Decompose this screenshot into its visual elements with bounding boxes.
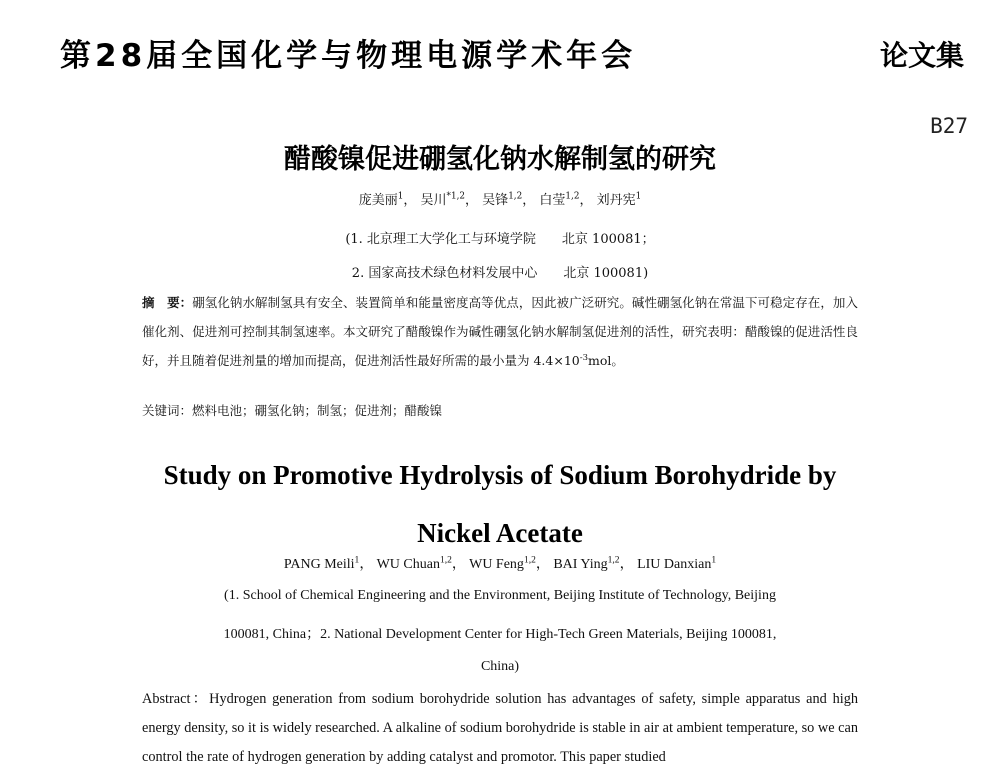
paper-code: B27 bbox=[930, 114, 968, 138]
author-affil-sup: 1 bbox=[354, 555, 360, 566]
conference-header: 第28届全国化学与物理电源学术年会 bbox=[60, 38, 637, 74]
affiliation-location: 北京 100081) bbox=[563, 266, 649, 281]
english-affiliation-line-1: (1. School of Chemical Engineering and the Environment, Beijing Institute of Technology, Beijing bbox=[224, 588, 776, 603]
author-separator: ， bbox=[579, 193, 593, 208]
author-affil-sup: 1 bbox=[635, 191, 642, 202]
author-name: 刘丹宪 bbox=[596, 193, 636, 208]
chinese-abstract bbox=[142, 288, 858, 375]
author-affil-sup: *1,2 bbox=[446, 191, 466, 202]
author-separator: ， bbox=[403, 193, 417, 208]
author-affil-sup: 1 bbox=[711, 555, 717, 566]
author-name: BAI Ying bbox=[553, 557, 608, 572]
abstract-text: 硼氢化钠水解制氢具有安全、装置简单和能量密度高等优点，因此被广泛研究。碱性硼氢化钠在常温下可稳定存在，加入催化剂、促进剂可控制其制氢速率。本文研究了醋酸镍作为碱性硼氢化钠水解制氢促进剂的活性，研究表明：醋酸镍的促进活性良好，并且随着促进剂量的增加而提高，促进剂活性最好所需的最小量为 4.4×10 bbox=[142, 295, 858, 368]
author-affil-sup: 1 bbox=[397, 191, 404, 202]
english-affiliation-line-3: China) bbox=[480, 659, 520, 674]
author-separator: ， bbox=[465, 193, 479, 208]
chinese-keywords bbox=[142, 401, 858, 419]
author-name: WU Feng bbox=[469, 557, 524, 572]
author-separator: ， bbox=[535, 557, 550, 572]
abstract-tail: mol。 bbox=[588, 353, 624, 368]
author-name: LIU Danxian bbox=[637, 557, 712, 572]
author-affil-sup: 1,2 bbox=[508, 191, 523, 202]
author-name: 吴锋 bbox=[482, 193, 509, 208]
chinese-affiliation-1 bbox=[0, 228, 1000, 247]
author-separator: ， bbox=[522, 193, 536, 208]
chinese-authors bbox=[0, 189, 1000, 208]
english-title-line-1: Study on Promotive Hydrolysis of Sodium Borohydride by bbox=[163, 460, 837, 490]
english-abstract bbox=[142, 685, 858, 772]
chinese-title: 醋酸镍促进硼氢化钠水解制氢的研究 bbox=[284, 144, 716, 175]
english-affiliation-line-2: 100081, China；2. National Development Center for High-Tech Green Materials, Beijing 100081, bbox=[223, 627, 777, 642]
author-affil-sup: 1,2 bbox=[607, 555, 620, 566]
keywords-text: 燃料电池；硼氢化钠；制氢；促进剂；醋酸镍 bbox=[192, 403, 443, 418]
affiliation-org: (1. 北京理工大学化工与环境学院 bbox=[345, 232, 536, 247]
author-name: WU Chuan bbox=[376, 557, 440, 572]
author-name: PANG Meili bbox=[283, 557, 355, 572]
affiliation-org: 2. 国家高技术绿色材料发展中心 bbox=[351, 266, 538, 281]
english-title bbox=[0, 446, 1000, 562]
author-name: 白莹 bbox=[539, 193, 566, 208]
abstract-label: Abstract： bbox=[142, 691, 210, 707]
author-affil-sup: 1,2 bbox=[565, 191, 580, 202]
author-separator: ， bbox=[359, 557, 374, 572]
author-affil-sup: 1,2 bbox=[523, 555, 536, 566]
keywords-label: 关键词： bbox=[142, 403, 193, 418]
author-affil-sup: 1,2 bbox=[439, 555, 452, 566]
author-name: 吴川 bbox=[420, 193, 447, 208]
abstract-exponent: -3 bbox=[579, 352, 589, 363]
author-separator: ， bbox=[619, 557, 634, 572]
abstract-label: 摘 要： bbox=[142, 295, 193, 310]
affiliation-location: 北京 100081； bbox=[561, 232, 655, 247]
collection-label: 论文集 bbox=[879, 39, 964, 72]
chinese-affiliation-2 bbox=[0, 262, 1000, 281]
english-title-line-2: Nickel Acetate bbox=[417, 518, 583, 548]
author-separator: ， bbox=[451, 557, 466, 572]
abstract-text: Hydrogen generation from sodium borohydride solution has advantages of safety, simple apparatus and high energy density, so it is widely researched. A alkaline of sodium borohydride is stable in air at ambient temperature, so we can control the rate of hydrogen generation by adding catalyst and promotor. This paper studied bbox=[142, 691, 859, 765]
english-authors bbox=[0, 553, 1000, 573]
author-name: 庞美丽 bbox=[358, 193, 398, 208]
